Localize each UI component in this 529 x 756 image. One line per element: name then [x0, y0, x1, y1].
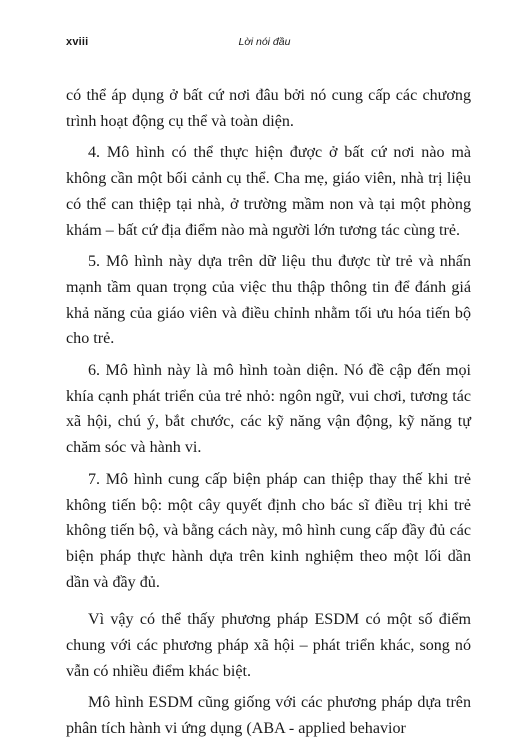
page-header: [66, 36, 463, 54]
paragraph-item-6: 6. Mô hình này là mô hình toàn diện. Nó đề cập đến mọi khía cạnh phát triển của trẻ nhỏ: ngôn ngữ, vui chơi, tương tác xã hội, chú ý, bắt chước, các kỹ năng vận động, kỹ năng tự chăm sóc và hành vi.: [66, 362, 471, 457]
paragraph-continuation: có thể áp dụng ở bất cứ nơi đâu bởi nó cung cấp các chương trình hoạt động cụ thể và toàn diện.: [66, 87, 471, 130]
page-number: xviii: [66, 36, 89, 48]
body-text: [66, 83, 471, 742]
paragraph-item-4: 4. Mô hình có thể thực hiện được ở bất cứ nơi nào mà không cần một bối cảnh cụ thể. Cha mẹ, giáo viên, nhà trị liệu có thể can thiệp tại nhà, ở trường mầm non và tại một phòng khám – bất cứ địa điểm nào mà người lớn tương tác cùng trẻ.: [66, 144, 471, 239]
paragraph-esdm-aba: Mô hình ESDM cũng giống với các phương pháp dựa trên phân tích hành vi ứng dụng (ABA - applied behavior: [66, 694, 471, 738]
paragraph-esdm-comparison: Vì vậy có thể thấy phương pháp ESDM có một số điểm chung với các phương pháp xã hội – phát triển khác, song nó vẫn có nhiều điểm khác biệt.: [66, 611, 471, 680]
paragraph-item-7: 7. Mô hình cung cấp biện pháp can thiệp thay thế khi trẻ không tiến bộ: một cây quyết định cho bác sĩ điều trị khi trẻ không tiến bộ, và bằng cách này, mô hình cung cấp đầy đủ các biện pháp thực hành dựa trên kinh nghiệm theo một lối dần dần và đầy đủ.: [66, 470, 471, 591]
running-title: Lời nói đầu: [238, 36, 291, 48]
paragraph-item-5: 5. Mô hình này dựa trên dữ liệu thu được từ trẻ và nhấn mạnh tầm quan trọng của việc thu thập thông tin để đánh giá khả năng của giáo viên và điều chỉnh nhằm tối ưu hóa tiến bộ cho trẻ.: [66, 253, 471, 348]
